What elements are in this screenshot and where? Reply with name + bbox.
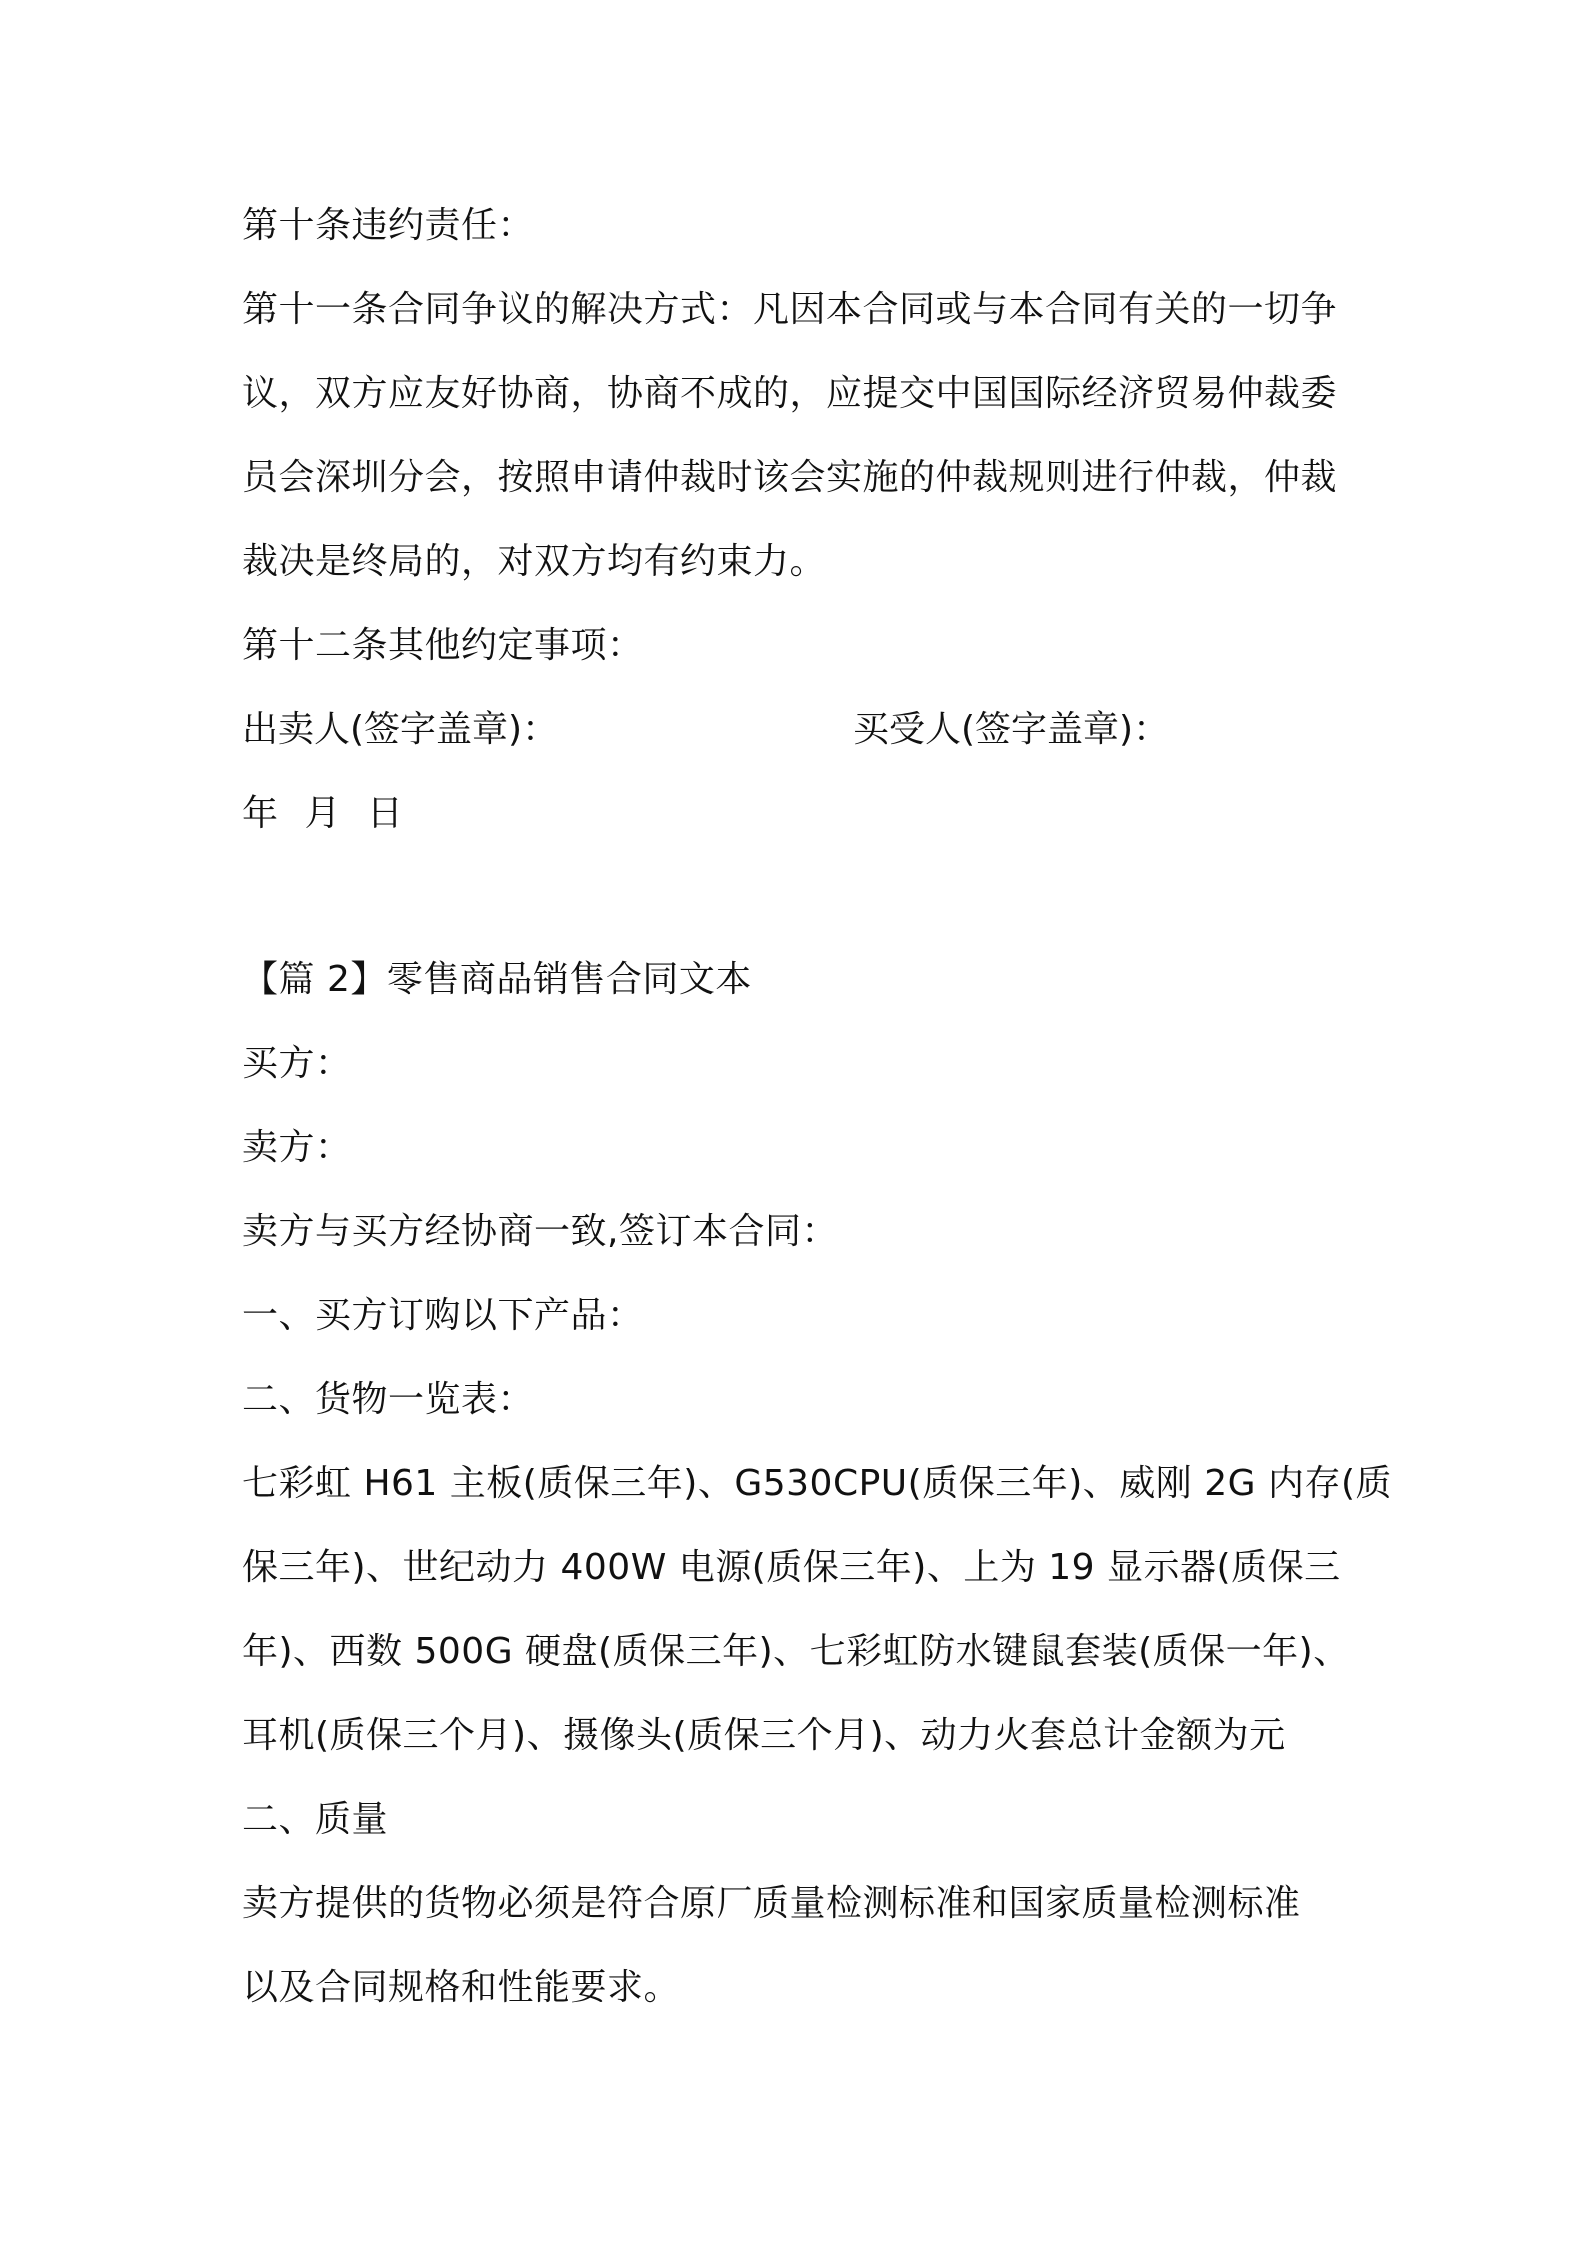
clause-2: 二、货物一览表：	[242, 1379, 535, 1420]
goods-list-line-3: 年)、西数 500G 硬盘(质保三年)、七彩虹防水键鼠套装(质保一年)、	[242, 1631, 1350, 1672]
article-11-line-3: 员会深圳分会，按照申请仲裁时该会实施的仲裁规则进行仲裁，仲裁	[242, 457, 1338, 498]
signature-date: 年 月 日	[242, 793, 404, 834]
seller-signature-label: 出卖人(签字盖章)：	[242, 709, 559, 750]
quality-text-line-1: 卖方提供的货物必须是符合原厂质量检测标准和国家质量检测标准	[242, 1883, 1301, 1924]
article-10: 第十条违约责任：	[242, 205, 535, 246]
goods-list-line-2: 保三年)、世纪动力 400W 电源(质保三年)、上为 19 显示器(质保三	[242, 1547, 1341, 1588]
quality-heading: 二、质量	[242, 1799, 389, 1840]
article-12: 第十二条其他约定事项：	[242, 625, 644, 666]
buyer-signature-label: 买受人(签字盖章)：	[853, 709, 1170, 750]
buyer-label: 买方：	[242, 1043, 352, 1084]
goods-list-line-1: 七彩虹 H61 主板(质保三年)、G530CPU(质保三年)、威刚 2G 内存(质	[242, 1463, 1392, 1504]
contract-intro: 卖方与买方经协商一致,签订本合同：	[242, 1211, 838, 1252]
article-11-line-2: 议，双方应友好协商，协商不成的，应提交中国国际经济贸易仲裁委	[242, 373, 1338, 414]
seller-label: 卖方：	[242, 1127, 352, 1168]
goods-list-line-4: 耳机(质保三个月)、摄像头(质保三个月)、动力火套总计金额为元	[242, 1715, 1286, 1756]
clause-1: 一、买方订购以下产品：	[242, 1295, 644, 1336]
article-11-line-4: 裁决是终局的，对双方均有约束力。	[242, 541, 827, 582]
section-2-title: 【篇 2】零售商品销售合同文本	[242, 959, 752, 1000]
quality-text-line-2: 以及合同规格和性能要求。	[242, 1967, 681, 2008]
article-11-line-1: 第十一条合同争议的解决方式：凡因本合同或与本合同有关的一切争	[242, 289, 1338, 330]
